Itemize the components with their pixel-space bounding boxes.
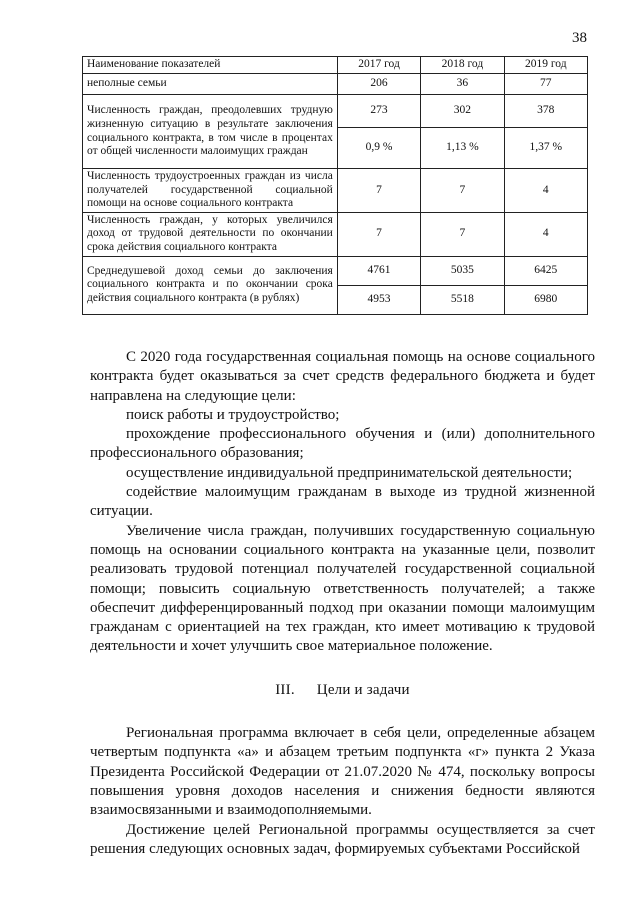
column-header-2018: 2018 год xyxy=(421,57,504,74)
section-title: Цели и задачи xyxy=(316,681,410,698)
page-number: 38 xyxy=(572,30,587,46)
paragraph: Достижение целей Региональной программы осуществляется за счет решения следующих основных задач, формируемых субъектами Российской xyxy=(90,821,595,857)
cell-percent: 1,13 % xyxy=(421,128,504,169)
cell-value: 7 xyxy=(337,212,420,256)
list-item: прохождение профессионального обучения и (или) дополнительного профессионального образования; xyxy=(90,426,595,462)
cell-value: 36 xyxy=(421,74,504,95)
section-number: III. xyxy=(275,681,295,698)
cell-value: 302 xyxy=(421,95,504,128)
cell-value: 273 xyxy=(337,95,420,128)
cell-value: 206 xyxy=(337,74,420,95)
cell-value: 6425 xyxy=(504,256,587,285)
paragraph: С 2020 года государственная социальная помощь на основе социального контракта будет оказываться за счет средств федерального бюджета и будет направлена на следующие цели: xyxy=(90,349,595,404)
cell-value: 378 xyxy=(504,95,587,128)
section-heading xyxy=(90,681,595,700)
column-header-2019: 2019 год xyxy=(504,57,587,74)
cell-value: 77 xyxy=(504,74,587,95)
table-row xyxy=(83,74,588,95)
table-row xyxy=(83,256,588,285)
document-body xyxy=(90,348,595,859)
cell-value: 7 xyxy=(337,169,420,213)
list-item: содействие малоимущим гражданам в выходе из трудной жизненной ситуации. xyxy=(90,484,595,520)
table-row xyxy=(83,169,588,213)
table-row xyxy=(83,95,588,128)
table-header-row xyxy=(83,57,588,74)
cell-value: 5035 xyxy=(421,256,504,285)
cell-percent: 1,37 % xyxy=(504,128,587,169)
list-item: поиск работы и трудоустройство; xyxy=(126,406,340,423)
cell-value: 4 xyxy=(504,169,587,213)
cell-value: 4 xyxy=(504,212,587,256)
row-label: Среднедушевой доход семьи до заключения социального контракта и по окончании срока действия социального контракта (в рублях) xyxy=(83,256,338,314)
row-label: Численность трудоустроенных граждан из числа получателей государственной социальной помощи на основе социального контракта xyxy=(83,169,338,213)
indicators-table xyxy=(82,56,588,315)
row-label: Численность граждан, у которых увеличился доход от трудовой деятельности по окончании срока действия социального контракта xyxy=(83,212,338,256)
list-item: осуществление индивидуальной предпринимательской деятельности; xyxy=(126,464,573,481)
cell-value: 5518 xyxy=(421,285,504,314)
column-header-2017: 2017 год xyxy=(337,57,420,74)
paragraph: Региональная программа включает в себя цели, определенные абзацем четвертым подпункта «а» и абзацем третьим подпункта «г» пункта 2 Указа Президента Российской Федерации от 21.07.2020 № 474, поскольку вопросы повышения уровня доходов населения и снижения бедности являются взаимосвязанными и взаимодополняемыми. xyxy=(90,725,595,819)
column-header-name: Наименование показателей xyxy=(83,57,338,74)
cell-value: 6980 xyxy=(504,285,587,314)
cell-percent: 0,9 % xyxy=(337,128,420,169)
cell-value: 7 xyxy=(421,169,504,213)
row-label: Численность граждан, преодолевших трудную жизненную ситуацию в результате заключения социального контракта, в том числе в процентах от общей численности малоимущих граждан xyxy=(83,95,338,169)
cell-value: 4761 xyxy=(337,256,420,285)
table-row xyxy=(83,212,588,256)
cell-value: 7 xyxy=(421,212,504,256)
paragraph: Увеличение числа граждан, получивших государственную социальную помощь на основании социального контракта на указанные цели, позволит реализовать трудовой потенциал получателей государственной социальной помощи; повысить социальную ответственность получателей; а также обеспечит дифференцированный подход при оказании помощи малоимущим гражданам с ориентацией на тех граждан, кто имеет мотивацию к трудовой деятельности и хочет улучшить свое материальное положение. xyxy=(90,522,595,655)
cell-value: 4953 xyxy=(337,285,420,314)
row-label: неполные семьи xyxy=(83,74,338,95)
